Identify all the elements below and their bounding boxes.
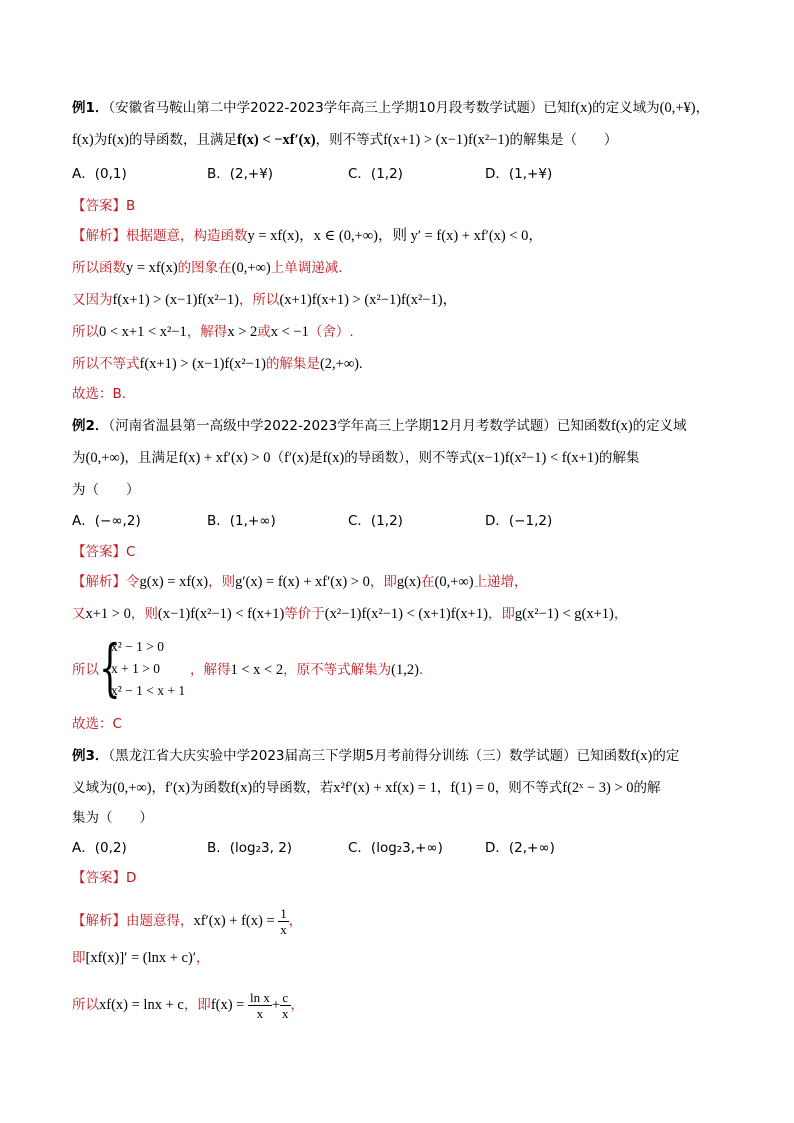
ex3-option-a: A．(0,2): [72, 840, 127, 856]
ex1-line1: 例1．（安徽省马鞍山第二中学2022-2023学年高三上学期10月段考数学试题）已知f(x)的定义域为(0,+¥)，: [72, 100, 710, 116]
ex1-line2: f(x)为f(x)的导函数，且满足f(x) < −xf′(x)，则不等式f(x+1) > (x−1)f(x²−1)的解集是（ ）: [72, 132, 618, 148]
ex2-solution-so: 所以: [72, 662, 99, 678]
ex1-solution-line4: 所以0 < x+1 < x²−1，解得x > 2或x < −1（舍）.: [72, 324, 354, 340]
ex3-option-b: B．(log₂3, 2): [207, 840, 293, 856]
ex2-solution-line2: 又x+1 > 0，则(x−1)f(x²−1) < f(x+1)等价于(x²−1)f(x²−1) < (x+1)f(x+1)，即g(x²−1) < g(x+1)，: [72, 606, 628, 622]
ex2-option-d: D．(−1,2): [485, 513, 553, 529]
ex3-option-c: C．(log₂3,+∞): [348, 840, 443, 856]
ex2-line3: 为（ ）: [72, 482, 140, 498]
ex3-line1: 例3．（黑龙江省大庆实验中学2023届高三下学期5月考前得分训练（三）数学试题）已知函数f(x)的定: [72, 748, 680, 764]
ex2-line2: 为(0,+∞)，且满足f(x) + xf′(x) > 0（f′(x)是f(x)的导函数），则不等式(x−1)f(x²−1) < f(x+1)的解集: [72, 450, 640, 466]
ex1-solution-line5: 所以不等式f(x+1) > (x−1)f(x²−1)的解集是(2,+∞).: [72, 356, 363, 372]
fraction-lnx-over-x: $\frac{\text{ln x}}{x}$: [249, 990, 270, 1021]
ex1-label: 例1．: [72, 100, 109, 116]
ex1-choice: 故选：B.: [72, 386, 127, 402]
ex1-solution-line2: 所以函数y = xf(x)的图象在(0,+∞)上单调递减.: [72, 260, 343, 276]
ex1-option-c: C．(1,2): [348, 166, 403, 182]
ex2-option-c: C．(1,2): [348, 513, 403, 529]
fraction-1-over-x: $\frac{1}{x}$: [280, 906, 287, 937]
ex2-option-b: B．(1,+∞): [207, 513, 276, 529]
ex2-solution-line1: 【解析】令g(x) = xf(x)，则g′(x) = f(x) + xf′(x) > 0，即g(x)在(0,+∞)上递增，: [72, 574, 528, 590]
ex3-line2: 义域为(0,+∞)，f′(x)为函数f(x)的导函数，若x²f′(x) + xf(x) = 1，f(1) = 0，则不等式f(2ˣ − 3) > 0的解: [72, 780, 661, 796]
system-row-2: x + 1 > 0: [111, 661, 160, 676]
ex1-answer: 【答案】B: [72, 198, 136, 214]
ex2-source: （河南省温县第一高级中学2022-2023学年高三上学期12月月考数学试题）: [108, 418, 557, 434]
system-brace: {: [99, 631, 121, 704]
ex2-label: 例2．: [72, 418, 109, 434]
ex1-option-d: D．(1,+¥): [485, 166, 553, 182]
equation-system: [99, 631, 189, 704]
system-row-1: x² − 1 > 0: [111, 639, 165, 654]
ex2-line1: 例2．（河南省温县第一高级中学2022-2023学年高三上学期12月月考数学试题）已知函数f(x)的定义域: [72, 418, 687, 434]
ex2-answer: 【答案】C: [72, 544, 136, 560]
ex1-option-b: B．(2,+¥): [207, 166, 274, 182]
ex3-label: 例3．: [72, 748, 109, 764]
ex1-option-a: A．(0,1): [72, 166, 127, 182]
ex3-solution-line2: 即[xf(x)]′ = (lnx + c)′，: [72, 950, 210, 966]
ex2-option-a: A．(−∞,2): [72, 513, 141, 529]
fraction-c-over-x: $\frac{c}{x}$: [282, 990, 289, 1021]
ex3-solution-line1: 【解析】由题意得，xf′(x) + f(x) = $\frac{1}{x}$ ，: [72, 906, 303, 937]
ex2-choice: 故选：C: [72, 716, 122, 732]
ex3-source: （黑龙江省大庆实验中学2023届高三下学期5月考前得分训练（三）数学试题）: [108, 748, 577, 764]
ex3-line3: 集为（ ）: [72, 810, 153, 826]
system-row-3: x² − 1 < x + 1: [111, 683, 186, 698]
ex3-answer: 【答案】D: [72, 870, 137, 886]
ex1-solution-line1: 【解析】根据题意，构造函数y = xf(x)，x ∈ (0,+∞)，则 y′ = f(x) + xf′(x) < 0，: [72, 228, 543, 244]
ex3-option-d: D．(2,+∞): [485, 840, 555, 856]
ex3-solution-line3: 所以xf(x) = lnx + c，即f(x) = $\frac{\text{ln x}}{x}$ + $\frac{c}{x}$ ，: [72, 990, 305, 1021]
ex1-source: （安徽省马鞍山第二中学2022-2023学年高三上学期10月段考数学试题）: [108, 100, 544, 116]
ex1-solution-line3: 又因为f(x+1) > (x−1)f(x²−1)，所以(x+1)f(x+1) > (x²−1)f(x²−1)，: [72, 292, 458, 308]
ex2-solution-line3: ，解得1 < x < 2，原不等式解集为(1,2).: [190, 662, 424, 678]
